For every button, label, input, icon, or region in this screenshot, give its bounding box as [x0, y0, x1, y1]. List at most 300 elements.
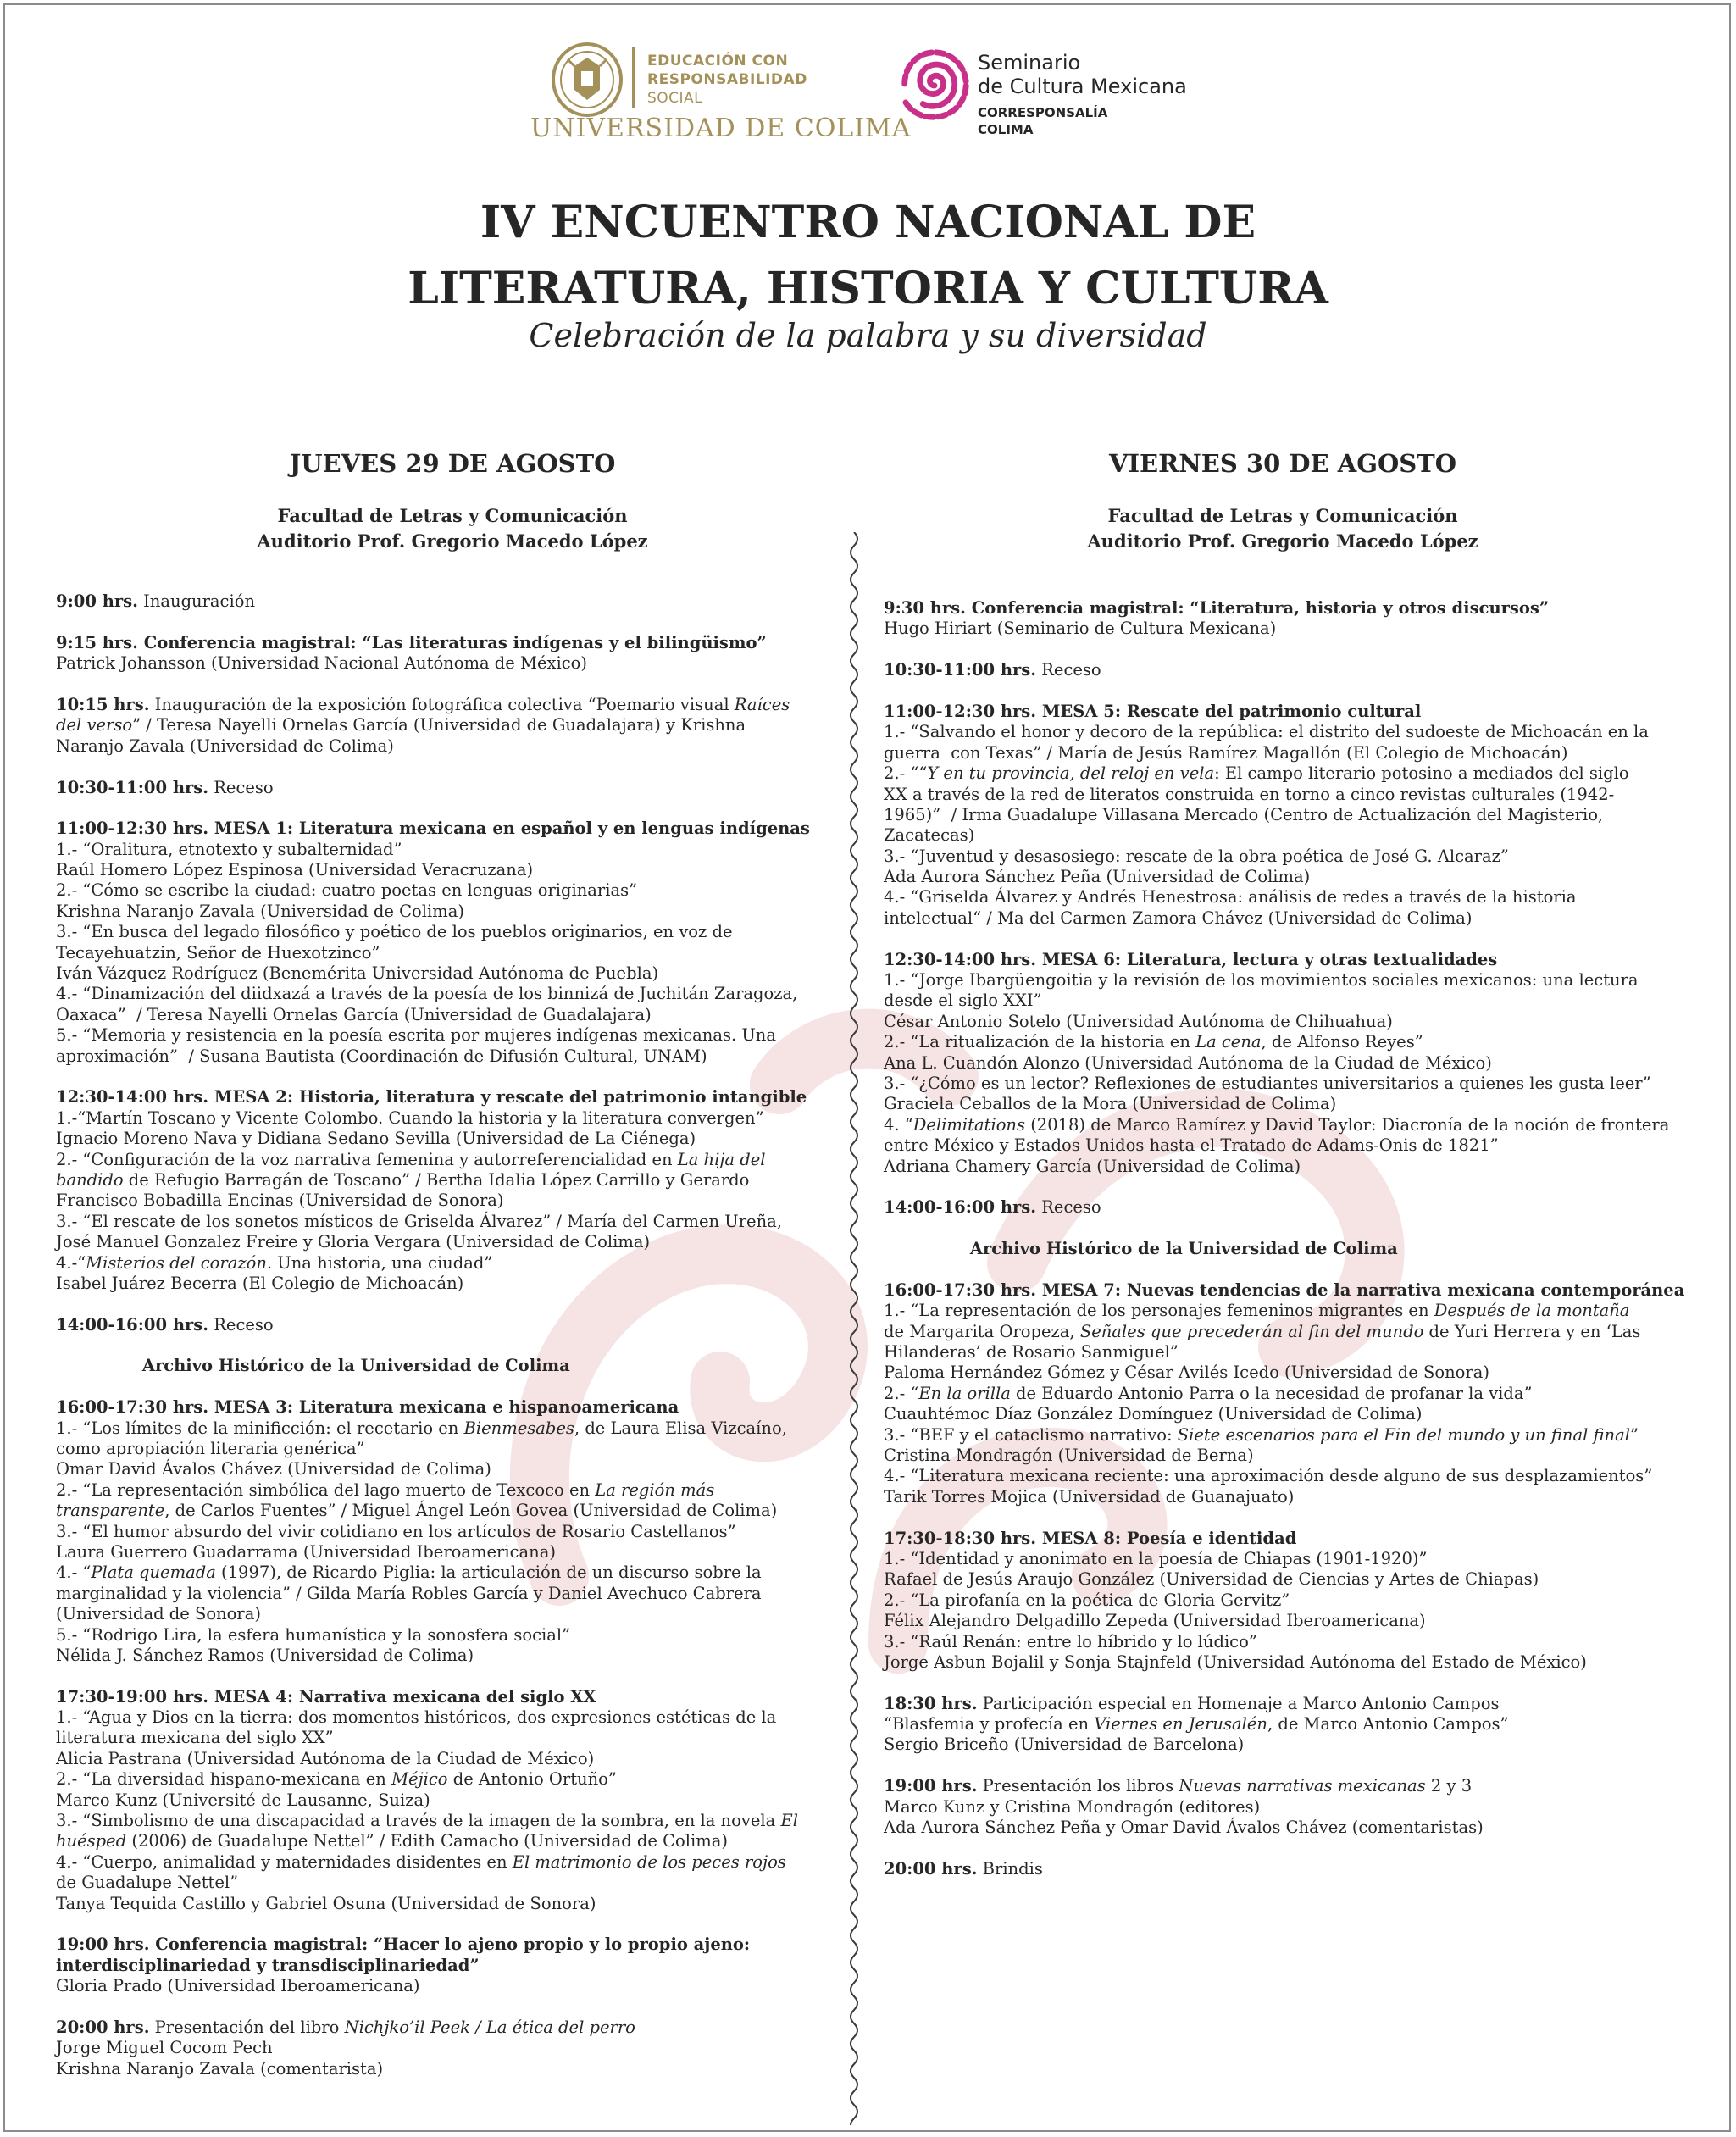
- program-text: literatura mexicana del siglo XX”: [56, 1728, 334, 1748]
- program-text: Nuevas narrativas mexicanas: [1179, 1776, 1426, 1796]
- program-text: 3.- “En busca del legado filosófico y poético de los pueblos originarios, en voz de: [56, 922, 733, 942]
- program-text: 1.- “Oralitura, etnotexto y subalternidad”: [56, 839, 402, 859]
- program-line: [56, 840, 835, 860]
- program-text: 2 y 3: [1425, 1776, 1473, 1796]
- program-text: entre México y Estados Unidos hasta el Tratado de Adams-Onis de 1821”: [884, 1135, 1499, 1156]
- program-text: 2.- “La pirofanía en la poética de Gloria Gervitz”: [884, 1590, 1290, 1610]
- scm-title-2: de Cultura Mexicana: [978, 75, 1187, 98]
- venue-friday-line1: Facultad de Letras y Comunicación: [1107, 505, 1458, 526]
- program-line: [884, 743, 1697, 763]
- program-line: [56, 1749, 835, 1769]
- program-text: 12:30-14:00 hrs. MESA 6: Literatura, lectura y otras textualidades: [884, 949, 1498, 969]
- program-line: [884, 1735, 1697, 1755]
- program-text: (1997), de Ricardo Piglia: la articulación de un discurso sobre la: [215, 1563, 762, 1583]
- program-line: [884, 1342, 1697, 1363]
- program-line: [884, 1094, 1697, 1114]
- program-text: , de Laura Elisa Vizcaíno,: [574, 1418, 787, 1438]
- program-text: César Antonio Sotelo (Universidad Autónoma de Chihuahua): [884, 1011, 1393, 1031]
- program-line: [56, 1604, 835, 1624]
- program-line: [56, 1563, 835, 1583]
- program-text: 20:00 hrs.: [884, 1858, 978, 1879]
- program-text: 2.- “La ritualización de la historia en: [884, 1032, 1196, 1052]
- program-line: [884, 1157, 1697, 1177]
- program-line: [884, 991, 1697, 1011]
- spacer: [56, 1335, 835, 1356]
- program-line: [56, 1439, 835, 1459]
- program-line: [56, 902, 835, 922]
- program-text: Tecayehuatzin, Señor de Huexotzinco”: [56, 942, 380, 963]
- program-text: Rafael de Jesús Araujo González (Universidad de Ciencias y Artes de Chiapas): [884, 1569, 1539, 1590]
- program-line: [884, 867, 1697, 887]
- program-line: [884, 598, 1697, 619]
- program-text: 2.- ““: [884, 763, 928, 784]
- program-text: guerra con Texas” / María de Jesús Ramírez Magallón (El Colegio de Michoacán): [884, 742, 1568, 763]
- program-text: Inauguración de la exposición fotográfica colectiva “Poemario visual: [149, 694, 735, 714]
- program-text: Presentación del libro: [149, 2017, 345, 2037]
- program-text: 11:00-12:30 hrs. MESA 1: Literatura mexicana en español y en lenguas indígenas: [56, 819, 810, 839]
- friday-program: [884, 598, 1697, 1879]
- program-text: 1.- “Agua y Dios en la tierra: dos momentos históricos, dos expresiones estéticas de la: [56, 1707, 777, 1728]
- program-line: [56, 1707, 835, 1728]
- program-line: [56, 1646, 835, 1666]
- spacer: [884, 1177, 1697, 1197]
- program-text: 1.- “Los límites de la minificción: el recetario en: [56, 1418, 464, 1438]
- program-text: huésped: [56, 1831, 127, 1851]
- program-text: Nichjko’il Peek / La ética del perro: [344, 2017, 635, 2037]
- program-text: Bienmesabes: [463, 1418, 574, 1438]
- program-line: [884, 1301, 1697, 1321]
- program-line: [884, 1652, 1697, 1673]
- event-title-line1: IV ENCUENTRO NACIONAL DE: [480, 197, 1256, 248]
- program-text: Jorge Miguel Cocom Pech: [56, 2038, 273, 2058]
- program-text: 2.- “Configuración de la voz narrativa femenina y autorreferencialidad en: [56, 1149, 678, 1169]
- program-line: [884, 660, 1697, 680]
- program-line: [56, 778, 835, 798]
- program-text: Graciela Ceballos de la Mora (Universidad de Colima): [884, 1094, 1337, 1114]
- program-text: 4.- “Cuerpo, animalidad y maternidades disidentes en: [56, 1851, 513, 1872]
- program-line: [56, 1625, 835, 1646]
- program-line: [56, 653, 835, 674]
- program-text: 14:00-16:00 hrs.: [56, 1314, 209, 1335]
- venue-thursday-line2: Auditorio Prof. Gregorio Macedo López: [257, 530, 648, 552]
- program-text: Tarik Torres Mojica (Universidad de Guanajuato): [884, 1486, 1295, 1507]
- program-text: 2.- “La diversidad hispano-mexicana en: [56, 1769, 392, 1790]
- program-line: [56, 1046, 835, 1067]
- program-text: de Yuri Herrera y en ‘Las: [1423, 1321, 1641, 1341]
- spacer: [56, 612, 835, 632]
- program-text: , de Alfonso Reyes”: [1261, 1032, 1423, 1052]
- program-text: Siete escenarios para el Fin del mundo y un final final: [1177, 1424, 1630, 1445]
- program-line: [56, 1542, 835, 1563]
- program-line: [884, 1115, 1697, 1135]
- program-text: Oaxaca” / Teresa Nayelli Ornelas García (Universidad de Guadalajara): [56, 1004, 652, 1024]
- day-heading-thursday: JUEVES 29 DE AGOSTO: [289, 449, 616, 478]
- program-text: 3.- “Raúl Renán: entre lo híbrido y lo lúdico”: [884, 1631, 1257, 1651]
- program-text: Adriana Chamery García (Universidad de Colima): [884, 1156, 1301, 1176]
- program-text: La hija del: [677, 1149, 766, 1169]
- program-line: [56, 2059, 835, 2079]
- program-text: Francisco Bobadilla Encinas (Universidad de Sonora): [56, 1191, 504, 1211]
- program-line: [56, 1894, 835, 1914]
- udc-tagline-2: RESPONSABILIDAD: [647, 71, 807, 88]
- program-line: [56, 1522, 835, 1542]
- program-text: 3.- “Juventud y desasosiego: rescate de la obra poética de José G. Alcaraz”: [884, 846, 1509, 866]
- program-text: 10:15 hrs.: [56, 694, 150, 714]
- program-text: intelectual“ / Ma del Carmen Zamora Chávez (Universidad de Colima): [884, 908, 1473, 928]
- program-line: [56, 1315, 835, 1335]
- program-text: (2006) de Guadalupe Nettel” / Edith Camacho (Universidad de Colima): [126, 1831, 728, 1851]
- spacer: [56, 1294, 835, 1314]
- program-text: 16:00-17:30 hrs. MESA 3: Literatura mexicana e hispanoamericana: [56, 1397, 679, 1418]
- program-line: [884, 619, 1697, 639]
- program-text: 12:30-14:00 hrs. MESA 2: Historia, literatura y rescate del patrimonio intangible: [56, 1087, 807, 1107]
- program-text: Señales que precederán al fin del mundo: [1079, 1321, 1424, 1341]
- program-text: 5.- “Memoria y resistencia en la poesía escrita por mujeres indígenas mexicanas. Una: [56, 1025, 776, 1046]
- spacer: [56, 1666, 835, 1686]
- program-line: [884, 950, 1697, 970]
- program-line: [56, 922, 835, 942]
- program-text: transparente: [56, 1501, 165, 1521]
- program-line: [884, 763, 1697, 784]
- university-seal-icon: [549, 41, 625, 119]
- program-line: [884, 1632, 1697, 1652]
- program-text: Participación especial en Homenaje a Marco Antonio Campos: [977, 1693, 1500, 1713]
- program-text: desde el siglo XXI”: [884, 991, 1042, 1011]
- program-text: 9:30 hrs. Conferencia magistral: “Literatura, historia y otros discursos”: [884, 598, 1550, 618]
- program-line: [884, 1590, 1697, 1611]
- program-text: aproximación” / Susana Bautista (Coordinación de Difusión Cultural, UNAM): [56, 1046, 707, 1066]
- program-line: [884, 887, 1697, 908]
- program-line: [56, 1129, 835, 1149]
- program-text: 1965)” / Irma Guadalupe Villasana Mercado (Centro de Actualización del Magisterio,: [884, 804, 1604, 824]
- program-line: [884, 1425, 1697, 1446]
- program-text: Krishna Naranjo Zavala (Universidad de Colima): [56, 901, 464, 921]
- program-text: Naranjo Zavala (Universidad de Colima): [56, 735, 394, 756]
- program-line: [56, 1108, 835, 1129]
- program-text: Alicia Pastrana (Universidad Autónoma de la Ciudad de México): [56, 1748, 595, 1768]
- program-line: [884, 1135, 1697, 1156]
- program-line: [56, 1150, 835, 1170]
- program-text: 19:00 hrs. Conferencia magistral: “Hacer lo ajeno propio y lo propio ajeno:: [56, 1934, 751, 1955]
- program-line: [56, 1253, 835, 1274]
- program-line: [56, 1956, 835, 1976]
- program-text: 1.-“Martín Toscano y Vicente Colombo. Cuando la historia y la literatura convergen”: [56, 1107, 764, 1128]
- program-text: Jorge Asbun Bojalil y Sonja Stajnfeld (Universidad Autónoma del Estado de México): [884, 1651, 1587, 1672]
- program-line: [884, 846, 1697, 867]
- program-text: Ada Aurora Sánchez Peña (Universidad de Colima): [884, 867, 1311, 887]
- program-line: [56, 1397, 835, 1418]
- program-text: Y en tu provincia, del reloj en vela: [927, 763, 1215, 784]
- program-text: Krishna Naranjo Zavala (comentarista): [56, 2058, 384, 2079]
- program-text: 2.- “Cómo se escribe la ciudad: cuatro poetas en lenguas originarias”: [56, 880, 638, 901]
- program-line: [884, 702, 1697, 722]
- program-line: [56, 1790, 835, 1811]
- udc-tagline-1: EDUCACIÓN CON: [647, 53, 789, 69]
- program-line: [56, 633, 835, 653]
- program-line: [56, 695, 835, 715]
- program-text: 11:00-12:30 hrs. MESA 5: Rescate del patrimonio cultural: [884, 701, 1422, 721]
- program-line: [884, 1487, 1697, 1507]
- program-text: Nélida J. Sánchez Ramos (Universidad de Colima): [56, 1645, 474, 1665]
- program-line: [56, 819, 835, 839]
- program-line: [884, 1053, 1697, 1074]
- program-text: Presentación los libros: [977, 1776, 1179, 1796]
- program-text: Cristina Mondragón (Universidad de Berna): [884, 1446, 1254, 1466]
- program-text: Zacatecas): [884, 825, 975, 846]
- program-line: [884, 805, 1697, 825]
- program-text: Delimitations: [912, 1114, 1025, 1135]
- spiral-logo-icon: [893, 42, 976, 125]
- program-text: 2.- “La representación simbólica del lago muerto de Texcoco en: [56, 1479, 596, 1500]
- program-text: Raúl Homero López Espinosa (Universidad Veracruzana): [56, 860, 534, 880]
- program-line: [56, 1232, 835, 1252]
- event-title-line2: LITERATURA, HISTORIA Y CULTURA: [408, 263, 1328, 314]
- program-line: [884, 1280, 1697, 1301]
- program-text: Gloria Prado (Universidad Iberoamericana): [56, 1976, 420, 1996]
- program-text: de Margarita Oropeza,: [884, 1321, 1080, 1341]
- program-line: [884, 1694, 1697, 1714]
- program-line: [884, 1074, 1697, 1094]
- program-text: Paloma Hernández Gómez y César Avilés Icedo (Universidad de Sonora): [884, 1363, 1489, 1383]
- program-line: [56, 1480, 835, 1501]
- venue-thursday-line1: Facultad de Letras y Comunicación: [277, 505, 628, 526]
- program-line: [56, 963, 835, 984]
- udc-tagline-3: SOCIAL: [647, 90, 703, 107]
- program-line: [884, 1322, 1697, 1342]
- program-line: [884, 1714, 1697, 1735]
- program-text: (2018) de Marco Ramírez y David Taylor: Diacronía de la noción de frontera: [1025, 1114, 1670, 1135]
- spacer: [884, 1218, 1697, 1239]
- program-text: Ana L. Cuandón Alonzo (Universidad Autónoma de la Ciudad de México): [884, 1052, 1492, 1073]
- program-line: [56, 1934, 835, 1955]
- program-line: [56, 1356, 835, 1376]
- program-text: 10:30-11:00 hrs.: [56, 777, 209, 797]
- program-text: Marco Kunz (Université de Lausanne, Suiza): [56, 1790, 430, 1810]
- program-text: 9:15 hrs. Conferencia magistral: “Las literaturas indígenas y el bilingüismo”: [56, 632, 767, 652]
- program-text: Receso: [208, 777, 274, 797]
- program-text: 2.- “: [884, 1383, 919, 1403]
- program-line: [884, 1384, 1697, 1404]
- logo-divider: [632, 47, 635, 108]
- program-line: [56, 984, 835, 1004]
- spacer: [884, 1673, 1697, 1693]
- spacer: [884, 640, 1697, 660]
- program-text: Inauguración: [137, 591, 256, 611]
- program-text: marginalidad y la violencia” / Gilda María Robles García y Daniel Avechuco Cabrera: [56, 1583, 762, 1603]
- program-text: Iván Vázquez Rodríguez (Benemérita Universidad Autónoma de Puebla): [56, 963, 659, 984]
- program-text: de Eduardo Antonio Parra o la necesidad de profanar la vida”: [1010, 1383, 1533, 1403]
- program-line: [56, 1831, 835, 1851]
- program-text: Receso: [208, 1314, 274, 1335]
- program-text: , de Carlos Fuentes” / Miguel Ángel León Govea (Universidad de Colima): [164, 1501, 778, 1521]
- program-text: Tanya Tequida Castillo y Gabriel Osuna (Universidad de Sonora): [56, 1893, 596, 1913]
- program-text: 18:30 hrs.: [884, 1693, 978, 1713]
- program-text: El: [780, 1811, 798, 1831]
- spacer: [56, 798, 835, 819]
- program-text: Después de la montaña: [1434, 1301, 1630, 1321]
- program-line: [56, 860, 835, 880]
- program-text: 16:00-17:30 hrs. MESA 7: Nuevas tendencias de la narrativa mexicana contemporánea: [884, 1279, 1685, 1300]
- program-line: [56, 880, 835, 901]
- program-line: [56, 1005, 835, 1025]
- udc-name: UNIVERSIDAD DE COLIMA: [530, 114, 912, 143]
- scm-subtitle-1: CORRESPONSALÍA: [978, 105, 1108, 120]
- wavy-column-divider: [844, 532, 864, 2125]
- program-line: [56, 1191, 835, 1211]
- program-line: [56, 1811, 835, 1831]
- program-text: Plata quemada: [91, 1563, 216, 1583]
- scm-title-1: Seminario: [978, 51, 1081, 75]
- program-line: [56, 591, 835, 612]
- program-text: Hugo Hiriart (Seminario de Cultura Mexicana): [884, 619, 1277, 639]
- spacer: [884, 1838, 1697, 1858]
- program-text: José Manuel Gonzalez Freire y Gloria Vergara (Universidad de Colima): [56, 1232, 651, 1252]
- program-text: 10:30-11:00 hrs.: [884, 660, 1037, 680]
- program-text: Isabel Juárez Becerra (El Colegio de Michoacán): [56, 1273, 464, 1293]
- program-text: . Una historia, una ciudad”: [266, 1252, 493, 1273]
- program-text: interdisciplinariedad y transdisciplinariedad”: [56, 1955, 480, 1975]
- program-line: [56, 2018, 835, 2038]
- program-text: Ada Aurora Sánchez Peña y Omar David Ávalos Chávez (comentaristas): [884, 1818, 1484, 1838]
- spacer: [884, 929, 1697, 949]
- program-line: [56, 1170, 835, 1191]
- program-text: 14:00-16:00 hrs.: [884, 1197, 1037, 1218]
- program-text: 4.- “Griselda Álvarez y Andrés Henestrosa: análisis de redes a través de la historia: [884, 887, 1577, 908]
- program-line: [56, 1976, 835, 1996]
- program-line: [884, 1529, 1697, 1549]
- program-text: (Universidad de Sonora): [56, 1604, 261, 1624]
- program-line: [56, 736, 835, 757]
- program-text: 1.- “La representación de los personajes femeninos migrantes en: [884, 1301, 1434, 1321]
- program-line: [884, 1549, 1697, 1569]
- venue-friday-line2: Auditorio Prof. Gregorio Macedo López: [1087, 530, 1478, 552]
- program-text: 3.- “El humor absurdo del vivir cotidiano en los artículos de Rosario Castellanos”: [56, 1521, 736, 1541]
- program-text: La cena: [1195, 1032, 1262, 1052]
- program-line: [884, 722, 1697, 742]
- program-text: Laura Guerrero Guadarrama (Universidad Iberoamericana): [56, 1541, 556, 1562]
- program-text: Patrick Johansson (Universidad Nacional Autónoma de México): [56, 653, 588, 674]
- program-line: [56, 1769, 835, 1790]
- program-text: Brindis: [977, 1858, 1043, 1879]
- program-line: [56, 1212, 835, 1232]
- program-line: [884, 1446, 1697, 1466]
- spacer: [884, 1756, 1697, 1776]
- program-text: 1.- “Jorge Ibargüengoitia y la revisión de los movimientos sociales mexicanos: una lectura: [884, 970, 1639, 991]
- program-line: [884, 1797, 1697, 1818]
- program-line: [56, 1687, 835, 1707]
- program-text: 3.- “Simbolismo de una discapacidad a través de la imagen de la sombra, en la novela: [56, 1811, 781, 1831]
- program-text: Archivo Histórico de la Universidad de Colima: [56, 1356, 570, 1376]
- program-line: [884, 785, 1697, 805]
- spacer: [56, 674, 835, 695]
- program-line: [56, 1852, 835, 1873]
- program-text: : El campo literario potosino a mediados del siglo: [1214, 763, 1629, 784]
- program-text: Ignacio Moreno Nava y Didiana Sedano Sevilla (Universidad de La Ciénega): [56, 1129, 696, 1149]
- program-text: Raíces: [734, 694, 790, 714]
- program-text: Félix Alejandro Delgadillo Zepeda (Universidad Iberoamericana): [884, 1611, 1426, 1631]
- program-line: [56, 1274, 835, 1294]
- spacer: [884, 681, 1697, 702]
- spacer: [56, 1067, 835, 1087]
- program-line: [884, 1012, 1697, 1032]
- program-line: [56, 1087, 835, 1107]
- spacer: [56, 1377, 835, 1397]
- program-text: 3.- “El rescate de los sonetos místicos de Griselda Álvarez” / María del Carmen Ureña,: [56, 1211, 782, 1231]
- program-line: [56, 1459, 835, 1479]
- program-line: [884, 1466, 1697, 1486]
- program-line: [56, 715, 835, 735]
- program-text: 4.- “: [56, 1563, 92, 1583]
- program-text: Receso: [1036, 1197, 1101, 1218]
- program-text: Archivo Histórico de la Universidad de Colima: [884, 1239, 1398, 1259]
- program-line: [884, 1611, 1697, 1631]
- program-line: [56, 1728, 835, 1748]
- program-text: 3.- “BEF y el cataclismo narrativo:: [884, 1424, 1178, 1445]
- program-line: [884, 1859, 1697, 1879]
- program-line: [56, 2038, 835, 2058]
- program-line: [56, 1418, 835, 1439]
- program-text: 3.- “¿Cómo es un lector? Reflexiones de estudiantes universitarios a quienes les gusta leer”: [884, 1073, 1651, 1093]
- program-text: ” / Teresa Nayelli Ornelas García (Universidad de Guadalajara) y Krishna: [132, 715, 746, 735]
- program-text: 4.-“: [56, 1252, 86, 1273]
- program-text: Viernes en Jerusalén: [1094, 1714, 1267, 1735]
- thursday-program: [56, 591, 835, 2079]
- program-line: [884, 1197, 1697, 1218]
- program-text: Omar David Ávalos Chávez (Universidad de Colima): [56, 1459, 491, 1479]
- program-text: 4. “: [884, 1114, 913, 1135]
- program-text: 20:00 hrs.: [56, 2017, 150, 2037]
- program-text: Receso: [1036, 660, 1101, 680]
- program-line: [884, 1776, 1697, 1796]
- program-text: 1.- “Identidad y anonimato en la poesía de Chiapas (1901-1920)”: [884, 1548, 1428, 1568]
- program-text: , de Marco Antonio Campos”: [1267, 1714, 1509, 1735]
- program-text: XX a través de la red de literatos construida en torno a cinco revistas culturales (1942-: [884, 784, 1615, 804]
- day-heading-friday: VIERNES 30 DE AGOSTO: [1108, 449, 1457, 478]
- program-text: “Blasfemia y profecía en: [884, 1714, 1095, 1735]
- program-line: [56, 1584, 835, 1604]
- program-text: como apropiación literaria genérica”: [56, 1439, 365, 1459]
- program-text: Sergio Briceño (Universidad de Barcelona): [884, 1735, 1245, 1755]
- program-line: [884, 825, 1697, 846]
- program-text: 4.- “Dinamización del diidxazá a través de la poesía de los binnizá de Juchitán Zaragoza,: [56, 984, 798, 1004]
- program-text: 17:30-19:00 hrs. MESA 4: Narrativa mexicana del siglo XX: [56, 1686, 596, 1707]
- program-text: de Refugio Barragán de Toscano” / Bertha Idalia López Carrillo y Gerardo: [123, 1169, 750, 1190]
- program-text: 19:00 hrs.: [884, 1776, 978, 1796]
- spacer: [56, 1997, 835, 2018]
- program-text: del verso: [56, 715, 133, 735]
- program-text: 17:30-18:30 hrs. MESA 8: Poesía e identidad: [884, 1528, 1297, 1548]
- spacer: [884, 1507, 1697, 1528]
- program-line: [56, 1873, 835, 1893]
- program-line: [884, 1363, 1697, 1383]
- program-line: [56, 943, 835, 963]
- program-text: El matrimonio de los peces rojos: [512, 1851, 786, 1872]
- universidad-colima-logo: [530, 37, 912, 149]
- program-line: [884, 1239, 1697, 1259]
- program-text: 5.- “Rodrigo Lira, la esfera humanística y la sonosfera social”: [56, 1624, 571, 1645]
- spacer: [56, 1914, 835, 1934]
- seminario-cultura-logo: [893, 42, 1215, 136]
- spacer: [884, 1260, 1697, 1280]
- program-text: Cuauhtémoc Díaz González Domínguez (Universidad de Colima): [884, 1404, 1423, 1424]
- program-line: [56, 1025, 835, 1046]
- program-text: de Guadalupe Nettel”: [56, 1873, 239, 1893]
- program-text: 1.- “Salvando el honor y decoro de la república: el distrito del sudoeste de Michoacán en la: [884, 722, 1649, 742]
- spacer: [56, 757, 835, 777]
- event-subtitle: Celebración de la palabra y su diversidad: [529, 317, 1207, 354]
- program-text: La región más: [595, 1479, 715, 1500]
- program-text: bandido: [56, 1169, 124, 1190]
